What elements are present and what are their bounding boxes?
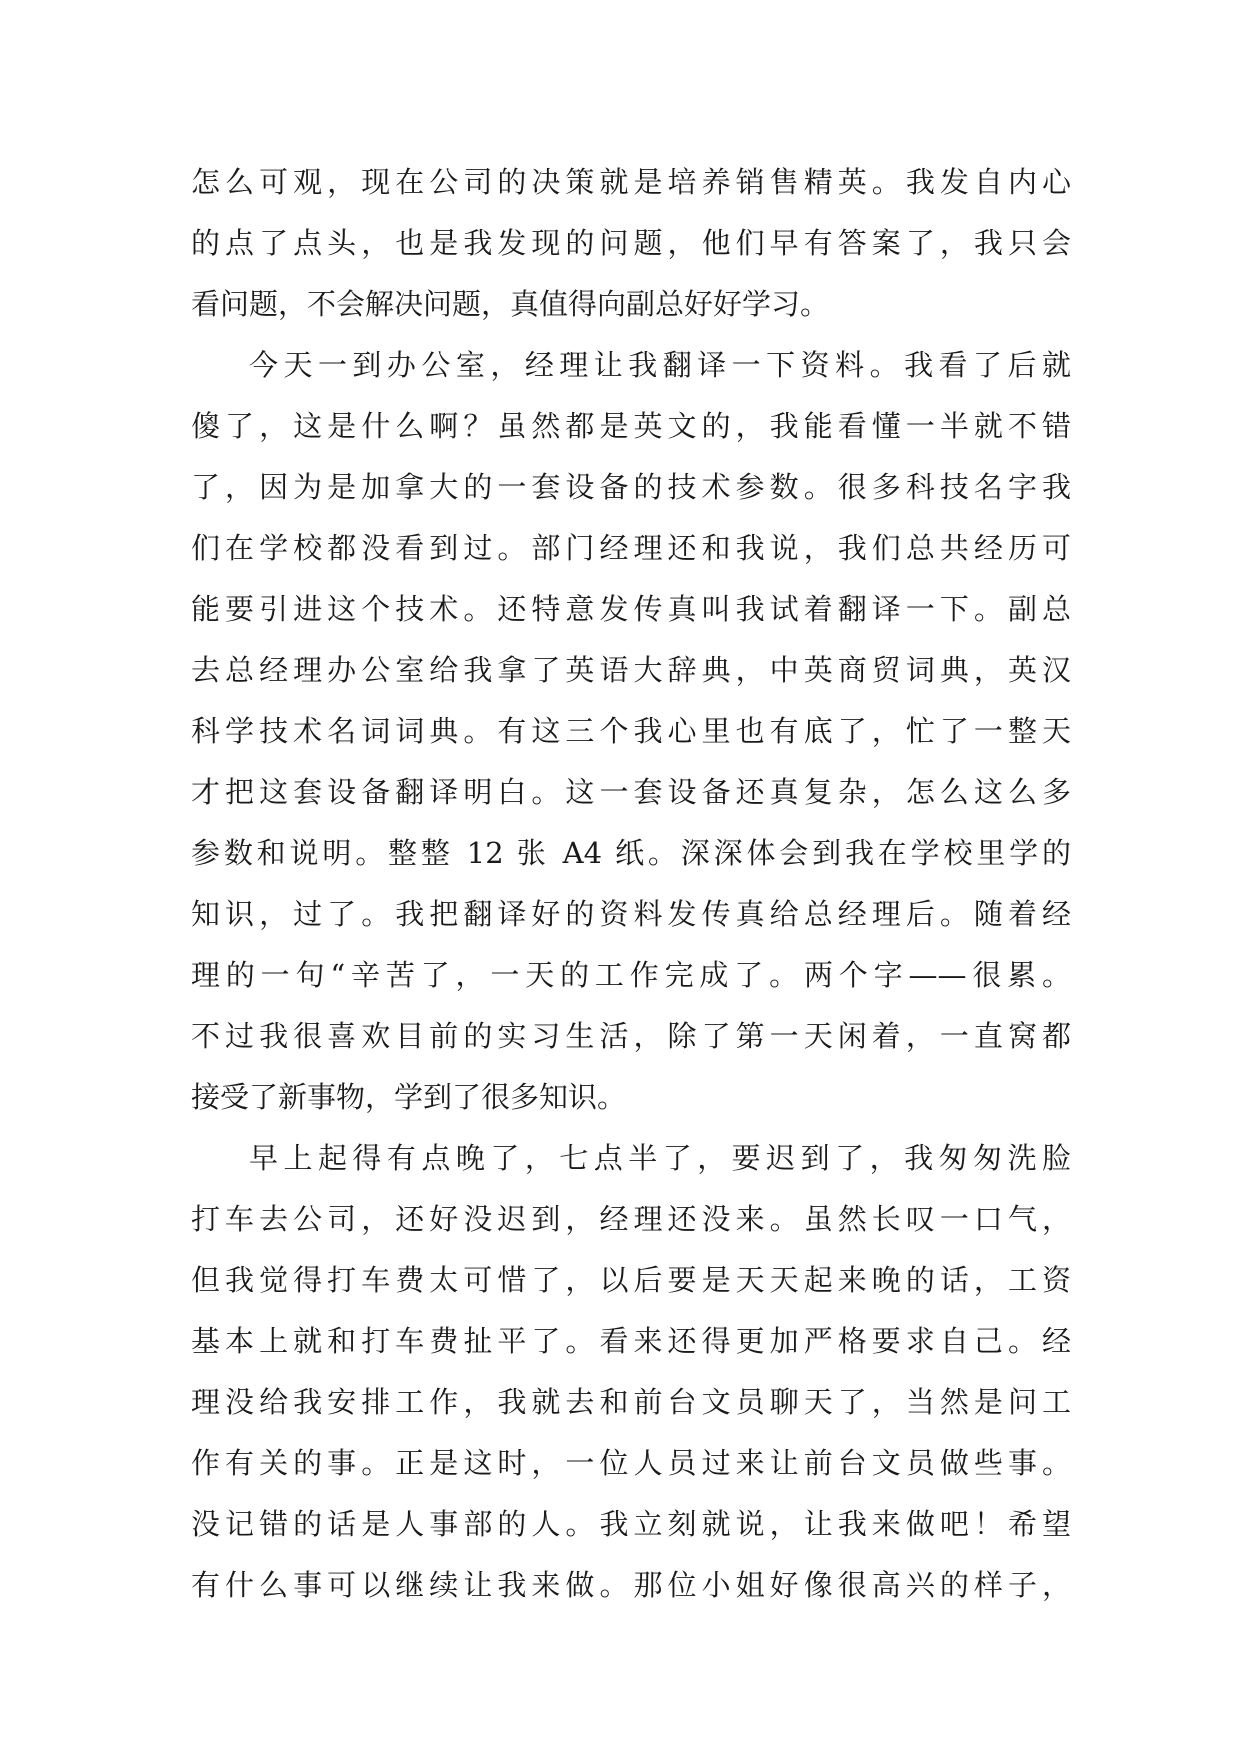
text-line: 早上起得有点晚了，七点半了，要迟到了，我匆匆洗脸 — [249, 1141, 1071, 1175]
text-line: 理的一句“辛苦了，一天的工作完成了。两个字——很累。 — [191, 958, 1071, 992]
text-line: 不过我很喜欢目前的实习生活，除了第一天闲着，一直窝都 — [191, 1019, 1071, 1053]
paragraph — [191, 1128, 1071, 1616]
paragraph — [191, 152, 1071, 335]
text-line: 但我觉得打车费太可惜了，以后要是天天起来晚的话，工资 — [191, 1263, 1071, 1297]
text-line: 接受了新事物，学到了很多知识。 — [191, 1080, 627, 1114]
text-line: 能要引进这个技术。还特意发传真叫我试着翻译一下。副总 — [191, 592, 1071, 626]
text-line: 们在学校都没看到过。部门经理还和我说，我们总共经历可 — [191, 531, 1071, 565]
text-line: 作有关的事。正是这时，一位人员过来让前台文员做些事。 — [191, 1446, 1071, 1480]
text-line: 怎么可观，现在公司的决策就是培养销售精英。我发自内心 — [191, 165, 1071, 199]
text-line: 今天一到办公室，经理让我翻译一下资料。我看了后就 — [249, 348, 1071, 382]
body-text — [191, 152, 1071, 1616]
text-line: 去总经理办公室给我拿了英语大辞典，中英商贸词典，英汉 — [191, 653, 1071, 687]
text-line: 理没给我安排工作，我就去和前台文员聊天了，当然是问工 — [191, 1385, 1071, 1419]
text-line: 知识，过了。我把翻译好的资料发传真给总经理后。随着经 — [191, 897, 1071, 931]
text-line: 傻了，这是什么啊？虽然都是英文的，我能看懂一半就不错 — [191, 409, 1071, 443]
text-line: 科学技术名词词典。有这三个我心里也有底了，忙了一整天 — [191, 714, 1071, 748]
paragraph — [191, 335, 1071, 1128]
text-line: 参数和说明。整整 12 张 A4 纸。深深体会到我在学校里学的 — [191, 836, 1071, 870]
text-line: 打车去公司，还好没迟到，经理还没来。虽然长叹一口气， — [191, 1202, 1071, 1236]
text-line: 基本上就和打车费扯平了。看来还得更加严格要求自己。经 — [191, 1324, 1071, 1358]
text-line: 了，因为是加拿大的一套设备的技术参数。很多科技名字我 — [191, 470, 1071, 504]
text-line: 有什么事可以继续让我来做。那位小姐好像很高兴的样子， — [191, 1568, 1071, 1602]
text-line: 才把这套设备翻译明白。这一套设备还真复杂，怎么这么多 — [191, 775, 1071, 809]
text-line: 看问题，不会解决问题，真值得向副总好好学习。 — [191, 287, 830, 321]
text-line: 没记错的话是人事部的人。我立刻就说，让我来做吧！希望 — [191, 1507, 1071, 1541]
text-line: 的点了点头，也是我发现的问题，他们早有答案了，我只会 — [191, 226, 1071, 260]
